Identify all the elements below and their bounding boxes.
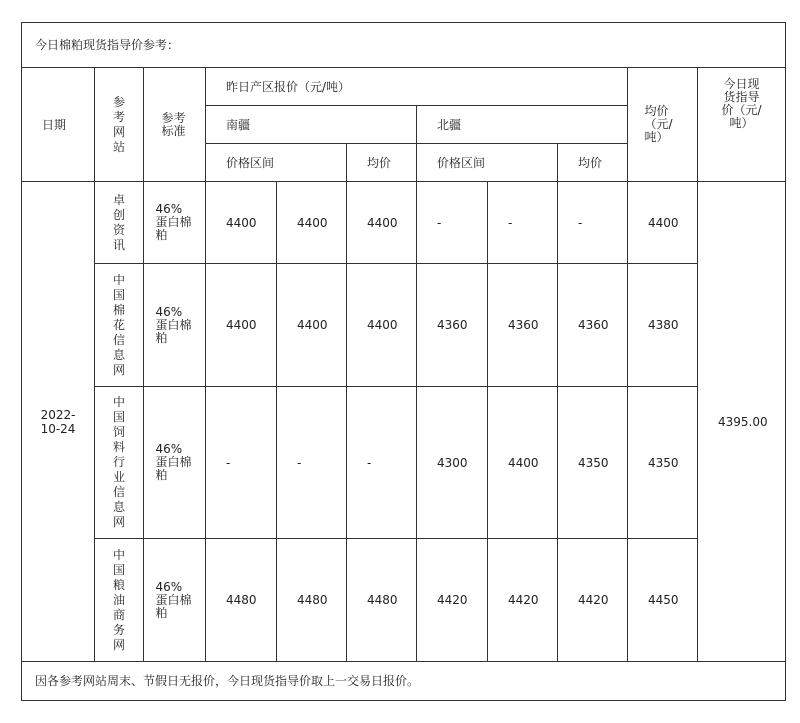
south-low-cell: 4400 <box>206 182 277 264</box>
table-caption: 今日棉粕现货指导价参考： <box>22 23 786 68</box>
standard-cell <box>144 387 206 539</box>
south-avg-cell: 4400 <box>347 264 417 387</box>
yesterday-price-header: 昨日产区报价（元/吨） <box>206 68 628 106</box>
avg-cell: 4350 <box>628 387 698 539</box>
site-name: 卓创资讯 <box>113 192 126 252</box>
north-header: 北疆 <box>417 106 628 144</box>
north-high-cell: 4360 <box>488 264 558 387</box>
overall-avg-header: 均价（元/吨） <box>644 104 673 144</box>
footer-note: 因各参考网站周末、节假日无报价，今日现货指导价取上一交易日报价。 <box>22 662 786 701</box>
north-avg-cell: 4360 <box>558 264 628 387</box>
site-name: 中国粮油商务网 <box>113 547 126 652</box>
south-high-cell: - <box>277 387 347 539</box>
date-header: 日期 <box>22 68 95 182</box>
site-cell <box>95 387 144 539</box>
avg-cell: 4400 <box>628 182 698 264</box>
standard-cell <box>144 264 206 387</box>
table-row <box>22 539 786 662</box>
price-table <box>21 22 786 701</box>
table-row <box>22 182 786 264</box>
date-cell <box>22 182 95 662</box>
table-row <box>22 264 786 387</box>
site-cell <box>95 539 144 662</box>
today-price-header: 今日现货指导价（元/吨） <box>721 77 762 130</box>
south-low-cell: 4400 <box>206 264 277 387</box>
site-name: 中国饲料行业信息网 <box>113 395 126 529</box>
site-cell <box>95 264 144 387</box>
south-range-header: 价格区间 <box>206 144 347 182</box>
avg-cell: 4450 <box>628 539 698 662</box>
standard-cell <box>144 539 206 662</box>
north-low-cell: 4300 <box>417 387 488 539</box>
north-range-header: 价格区间 <box>417 144 558 182</box>
south-high-cell: 4400 <box>277 264 347 387</box>
north-low-cell: 4420 <box>417 539 488 662</box>
south-high-cell: 4400 <box>277 182 347 264</box>
standard-header: 参考标准 <box>161 110 186 138</box>
north-avg-cell: 4350 <box>558 387 628 539</box>
standard-value: 46%蛋白棉粕 <box>155 579 192 620</box>
south-header: 南疆 <box>206 106 417 144</box>
today-price-value: 4395.00 <box>698 182 786 662</box>
north-low-cell: - <box>417 182 488 264</box>
north-high-cell: - <box>488 182 558 264</box>
north-avg-header: 均价 <box>558 144 628 182</box>
south-low-cell: 4480 <box>206 539 277 662</box>
site-header: 参考网站 <box>113 94 126 154</box>
north-avg-cell: - <box>558 182 628 264</box>
table-row <box>22 387 786 539</box>
south-avg-cell: 4400 <box>347 182 417 264</box>
overall-avg-header-cell <box>628 68 698 182</box>
site-name: 中国棉花信息网 <box>113 272 126 377</box>
site-cell <box>95 182 144 264</box>
south-avg-header: 均价 <box>347 144 417 182</box>
today-price-header-cell <box>698 68 786 182</box>
north-avg-cell: 4420 <box>558 539 628 662</box>
north-low-cell: 4360 <box>417 264 488 387</box>
standard-value: 46%蛋白棉粕 <box>155 202 192 242</box>
standard-value: 46%蛋白棉粕 <box>155 304 192 345</box>
south-avg-cell: - <box>347 387 417 539</box>
south-low-cell: - <box>206 387 277 539</box>
site-header-cell <box>95 68 144 182</box>
avg-cell: 4380 <box>628 264 698 387</box>
north-high-cell: 4400 <box>488 387 558 539</box>
south-avg-cell: 4480 <box>347 539 417 662</box>
south-high-cell: 4480 <box>277 539 347 662</box>
standard-cell <box>144 182 206 264</box>
north-high-cell: 4420 <box>488 539 558 662</box>
date-value: 2022-10-24 <box>40 407 76 436</box>
standard-header-cell <box>144 68 206 182</box>
standard-value: 46%蛋白棉粕 <box>155 442 192 482</box>
